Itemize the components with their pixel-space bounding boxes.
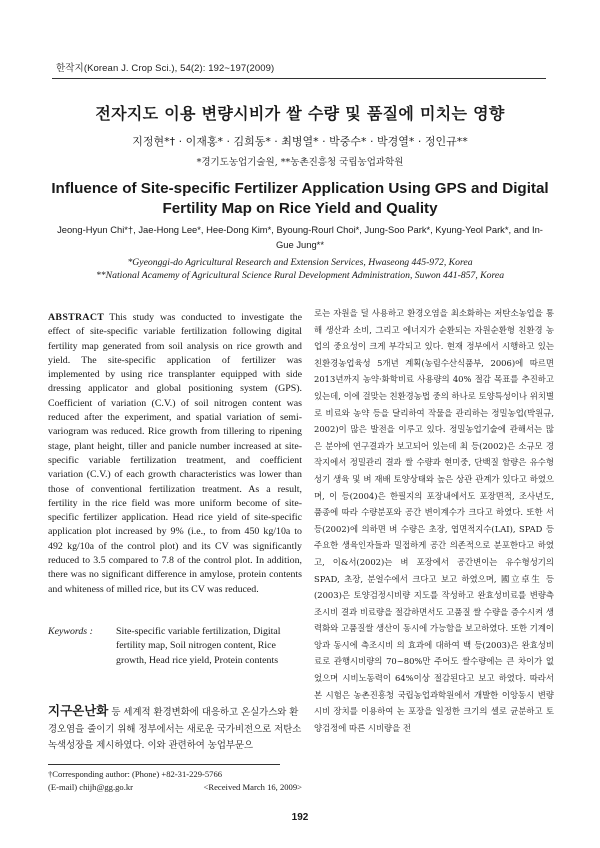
footnote-phone: †Corresponding author: (Phone) +82-31-229-5766 — [48, 769, 223, 779]
page-number: 192 — [291, 812, 309, 823]
korean-title: 전자지도 이용 변량시비가 쌀 수량 및 품질에 미치는 영향 — [95, 104, 505, 123]
footnote-row — [48, 781, 302, 794]
footnote-received: <Received March 16, 2009> — [203, 781, 302, 792]
journal-citation: 한작지(Korean J. Crop Sci.), 54(2): 192~197(2009) — [56, 63, 275, 74]
korean-authors: 지정현*† · 이재홍* · 김희동* · 최병열* · 박중수* · 박경열* · 정인규** — [132, 135, 468, 148]
footnote-divider — [48, 764, 280, 765]
keywords-label: Keywords : — [48, 626, 93, 637]
english-affiliations — [40, 256, 560, 282]
abstract-text: This study was conducted to investigate the effect of site-specific variable fertilization following digital fertility map generated from soil analysis on rice growth and yield. The site-specific application of fertilizer was implemented by using rice transplanter equipped with side dressing applicator and global positioning system (GPS). Coefficient of variation (C.V.) of soil nitrogen content was reduced after the experiment, and spatial variation of semi-variogram was reduced. Rice growth from tillering to ripening stage, plant height, tiller and panicle number increased at site-specific variable fertilization treatment, and coefficient variation (C.V.) of each growth characteristics was lower than those of conventional fertilization treatment. As a result, fertility in the rice field was more uniform become of site-specific fertilizer application. Head rice yield of site-specific application plot increased by 9% (i.e., to from 450 kg/10a to 492 kg/10a of the control plot) and its CV was significantly reduced to 3.5 compared to 7.8 of the control plot. In addition, there was no significant difference in amylose, protein contents and whiteness of milled rice, but its CV was reduced. — [48, 312, 302, 595]
english-title: Influence of Site-specific Fertilizer Application Using GPS and Digital Fertility Map on Rice Yield and Quality — [51, 180, 549, 217]
english-authors: Jeong-Hyun Chi*†, Jae-Hong Lee*, Hee-Dong Kim*, Byoung-Rourl Choi*, Jung-Soo Park*, Kyung-Yeol Park*, and In-Gue Jung** — [57, 224, 543, 250]
korean-affiliations: *경기도농업기술원, **농촌진흥청 국립농업과학원 — [196, 157, 404, 168]
header-divider — [52, 78, 546, 79]
abstract-block — [48, 311, 302, 597]
keywords-text: Site-specific variable fertilization, Digital fertility map, Soil nitrogen content, Rice growth, Head rice yield, Protein contents — [116, 626, 281, 666]
footnote — [48, 768, 302, 793]
abstract-label: ABSTRACT — [48, 312, 105, 323]
affiliation-line-1: *Gyeonggi-do Agricultural Research and Extension Services, Hwaseong 445-972, Korea — [127, 257, 473, 268]
footnote-email: (E-mail) chijh@gg.go.kr — [48, 781, 133, 792]
intro-left-text: 등 세계적 환경변화에 대응하고 온실가스와 환경오염을 줄이기 위해 정부에서는 새로운 국가비전으로 저탄소 녹색성장을 제시하였다. 이와 관련하여 농업부문으 — [48, 707, 302, 751]
intro-lead-word: 지구온난화 — [48, 703, 109, 718]
keywords-block — [48, 625, 302, 668]
intro-right-column: 로는 자원을 덜 사용하고 환경오염을 최소화하는 저탄소농업을 통해 생산과 소비, 그리고 에너지가 순환되는 자원순환형 친환경 농업의 중요성이 크게 부각되고 있다. 현재 정부에서 시행하고 있는 친환경농업육성 5개년 계획(농림수산식품부, 2006)에 따르면 2013년까지 농약·화학비료 사용량의 40% 절감 목표를 추진하고 있는데, 이에 걸맞는 친환경농법 중의 하나로 토양특성이나 위치별로 비료와 농약 등을 달리하여 작물을 관리하는 정밀농업(박원규, 2002)이 많은 발전을 이루고 있다. 정밀농업기술에 관해서는 많은 분야에 연구결과가 보고되어 있는데 최 등(2002)은 소규모 경작지에서 정밀관리 결과 쌀 수량과 현미중, 단백질 함량은 유수형성기 생육 및 벼 재배 토양상태와 높은 상관 관계가 있다고 하였으며, 이 등(2004)은 한필지의 포장내에서도 포장면적, 조사년도, 품종에 따라 수량분포와 공간 변이계수가 크다고 하였다. 또한 서 등(2002)에 의하면 벼 수량은 초장, 엽면적지수(LAI), SPAD 등 주요한 생육인자들과 밀접하게 공간 의존적으로 분포한다고 하였고, 이&서(2002)는 벼 포장에서 공간변이는 유수형성기의 SPAD, 초장, 분얼수에서 크다고 보고 하였으며, 國立卓生 등(2003)은 토양검정시비량 지도를 작성하고 완효성비료를 변량측조시비 결과 비료량을 절감하면서도 고품질 쌀 수량을 증수시켜 생력화와 고품질쌀 생산이 동시에 가능함을 보고하였다. 또한 기계이앙과 동시에 측조시비 의 효과에 대하여 백 등(2003)은 완효성비료로 관행시비량의 70~80%만 주어도 쌀수량에는 큰 차이가 없었으며 시비노동력이 64%이상 절감된다고 보고 하였다. 따라서 본 시험은 농촌진흥청 국립농업과학원에서 개발한 이앙동시 변량시비 장치를 이용하여 논 포장을 일정한 크기의 셀로 균분하고 토양검정에 따른 시비량을 전 — [314, 308, 554, 733]
affiliation-line-2: **National Acamemy of Agricultural Science Rural Development Administration, Suwon 441-857, Korea — [95, 270, 505, 281]
intro-left-column — [48, 703, 302, 755]
